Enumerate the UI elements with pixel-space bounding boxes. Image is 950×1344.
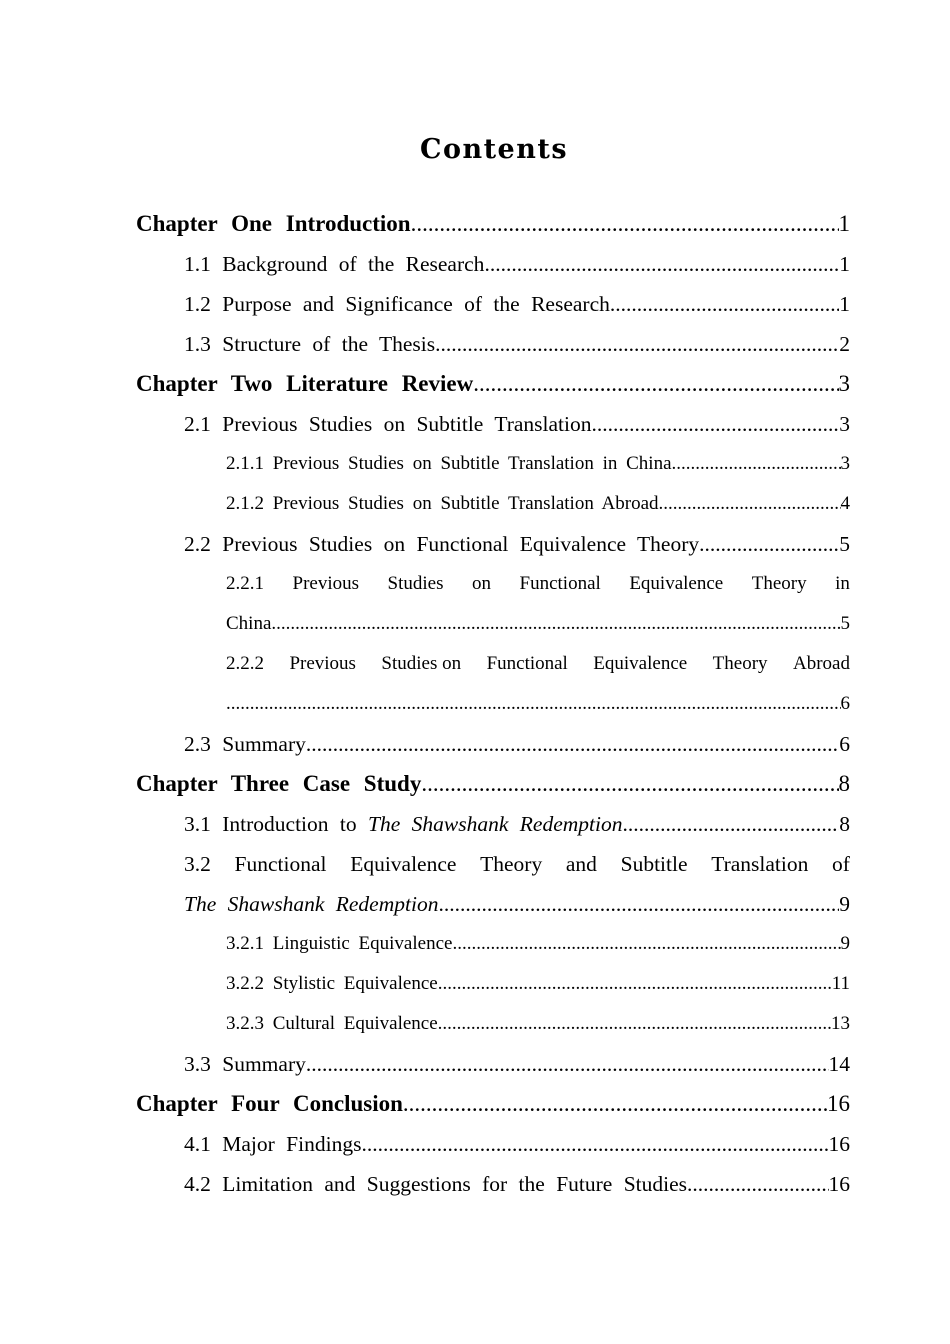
toc-word: Theory xyxy=(751,573,807,594)
toc-label-prefix: 3.1 Introduction to xyxy=(184,812,369,836)
toc-page-number: 16 xyxy=(828,1132,850,1156)
dot-leader xyxy=(591,404,839,444)
toc-label: 3.2.3 Cultural Equivalence xyxy=(226,1013,438,1034)
toc-section-4-2[interactable] xyxy=(0,1164,950,1204)
dot-leader xyxy=(610,284,839,324)
toc-section-3-1[interactable] xyxy=(0,804,950,844)
toc-word: Equivalence xyxy=(593,653,688,674)
toc-chapter-1[interactable] xyxy=(0,204,950,244)
toc-subsection-2-2-2-line2[interactable] xyxy=(0,684,950,724)
dot-leader xyxy=(421,764,838,804)
toc-subsection-3-2-3[interactable] xyxy=(0,1004,950,1044)
toc-word: Previous xyxy=(289,653,356,674)
toc-label: 2.1 Previous Studies on Subtitle Translation xyxy=(184,412,592,436)
toc-page-number: 16 xyxy=(828,1172,850,1196)
toc-word: 2.2.1 xyxy=(226,573,264,594)
toc-word: and xyxy=(565,852,597,876)
toc-chapter-2[interactable] xyxy=(0,364,950,404)
justified-label xyxy=(226,564,850,604)
toc-word: 3.2 xyxy=(184,852,211,876)
justified-label xyxy=(226,644,850,684)
toc-page-number: 3 xyxy=(839,412,850,436)
toc-page-number: 14 xyxy=(828,1052,850,1076)
toc-section-3-2-line1[interactable] xyxy=(0,844,950,884)
dot-leader xyxy=(306,1044,829,1084)
toc-word: Studies on xyxy=(381,653,462,674)
toc-section-1-2[interactable] xyxy=(0,284,950,324)
toc-word: of xyxy=(832,852,850,876)
toc-page-number: 8 xyxy=(838,771,850,796)
dot-leader xyxy=(403,1084,827,1124)
toc-page-number: 13 xyxy=(831,1013,850,1034)
toc-page-number: 1 xyxy=(838,211,850,236)
justified-label xyxy=(184,844,850,884)
toc-subsection-3-2-1[interactable] xyxy=(0,924,950,964)
toc-label: 3.2.1 Linguistic Equivalence xyxy=(226,933,453,954)
toc-word: Studies xyxy=(387,573,444,594)
toc-subsection-3-2-2[interactable] xyxy=(0,964,950,1004)
dot-leader xyxy=(687,1164,828,1204)
toc-section-3-3[interactable] xyxy=(0,1044,950,1084)
toc-word: Functional xyxy=(234,852,327,876)
toc-section-2-2[interactable] xyxy=(0,524,950,564)
dot-leader xyxy=(672,444,841,484)
dot-leader xyxy=(699,524,839,564)
toc-subsection-2-2-1-line1[interactable] xyxy=(0,564,950,604)
dot-leader xyxy=(361,1124,828,1164)
toc-word: Theory xyxy=(480,852,543,876)
toc-label: 2.3 Summary xyxy=(184,732,306,756)
toc-chapter-4[interactable] xyxy=(0,1084,950,1124)
dot-leader xyxy=(306,724,839,764)
toc-word: Equivalence xyxy=(350,852,457,876)
toc-label: 1.1 Background of the Research xyxy=(184,252,485,276)
toc-label: 4.1 Major Findings xyxy=(184,1132,362,1156)
toc-label: 2.2 Previous Studies on Functional Equivalence Theory xyxy=(184,532,700,556)
toc-word: Theory xyxy=(712,653,768,674)
toc-page-number: 5 xyxy=(839,532,850,556)
toc-word: Previous xyxy=(292,573,360,594)
toc-label-film-title: The Shawshank Redemption xyxy=(184,892,439,916)
toc-label: 1.3 Structure of the Thesis xyxy=(184,332,436,356)
toc-label: 1.2 Purpose and Significance of the Research xyxy=(184,292,610,316)
toc-page-number: 16 xyxy=(827,1091,850,1116)
toc-label: 2.1.2 Previous Studies on Subtitle Translation Abroad xyxy=(226,493,659,514)
table-of-contents xyxy=(0,204,950,1204)
toc-page-number: 1 xyxy=(839,292,850,316)
toc-label: Chapter Three Case Study xyxy=(136,771,422,796)
toc-page-number: 11 xyxy=(831,973,850,994)
toc-subsection-2-1-2[interactable] xyxy=(0,484,950,524)
toc-word: Translation xyxy=(711,852,809,876)
toc-word: Subtitle xyxy=(620,852,688,876)
toc-label: Chapter One Introduction xyxy=(136,211,411,236)
toc-page-number: 6 xyxy=(840,693,850,714)
toc-chapter-3[interactable] xyxy=(0,764,950,804)
toc-label: 2.1.1 Previous Studies on Subtitle Translation in China xyxy=(226,453,672,474)
dot-leader xyxy=(438,1004,831,1044)
toc-page-number: 1 xyxy=(839,252,850,276)
toc-subsection-2-2-2-line1[interactable] xyxy=(0,644,950,684)
toc-word: in xyxy=(835,573,850,594)
dot-leader xyxy=(226,684,841,724)
dot-leader xyxy=(622,804,839,844)
toc-section-1-3[interactable] xyxy=(0,324,950,364)
toc-page-number: 8 xyxy=(839,812,850,836)
toc-word: Functional xyxy=(519,573,601,594)
toc-section-4-1[interactable] xyxy=(0,1124,950,1164)
toc-word: Functional xyxy=(486,653,568,674)
toc-page-number: 6 xyxy=(839,732,850,756)
toc-page-number: 5 xyxy=(840,613,850,634)
toc-page-number: 2 xyxy=(839,332,850,356)
dot-leader xyxy=(473,364,838,404)
toc-label: Chapter Four Conclusion xyxy=(136,1091,403,1116)
toc-word: 2.2.2 xyxy=(226,653,264,674)
toc-word: on xyxy=(472,573,491,594)
dot-leader xyxy=(484,244,839,284)
dot-leader xyxy=(452,924,840,964)
dot-leader xyxy=(271,604,840,644)
toc-label: 3.2.2 Stylistic Equivalence xyxy=(226,973,438,994)
toc-label: China xyxy=(226,613,272,634)
toc-page-number: 3 xyxy=(840,453,850,474)
dot-leader xyxy=(438,964,832,1004)
toc-subsection-2-1-1[interactable] xyxy=(0,444,950,484)
toc-page-number: 3 xyxy=(838,371,850,396)
toc-page-number: 9 xyxy=(840,933,850,954)
toc-subsection-2-2-1-line2[interactable] xyxy=(0,604,950,644)
toc-label: 3.3 Summary xyxy=(184,1052,306,1076)
toc-word: Abroad xyxy=(792,653,850,674)
toc-word: Equivalence xyxy=(629,573,724,594)
dot-leader xyxy=(438,884,839,924)
toc-page-number: 9 xyxy=(839,892,850,916)
toc-label xyxy=(184,804,622,844)
toc-label: Chapter Two Literature Review xyxy=(136,371,474,396)
toc-section-1-1[interactable] xyxy=(0,244,950,284)
toc-page-number: 4 xyxy=(840,493,850,514)
page-title: Contents xyxy=(419,134,569,165)
dot-leader xyxy=(435,324,839,364)
dot-leader xyxy=(411,204,839,244)
dot-leader xyxy=(659,484,841,524)
toc-section-2-3[interactable] xyxy=(0,724,950,764)
toc-section-3-2-line2[interactable] xyxy=(0,884,950,924)
toc-section-2-1[interactable] xyxy=(0,404,950,444)
toc-label: 4.2 Limitation and Suggestions for the Future Studies xyxy=(184,1172,688,1196)
toc-label-film-title: The Shawshank Redemption xyxy=(368,812,623,836)
